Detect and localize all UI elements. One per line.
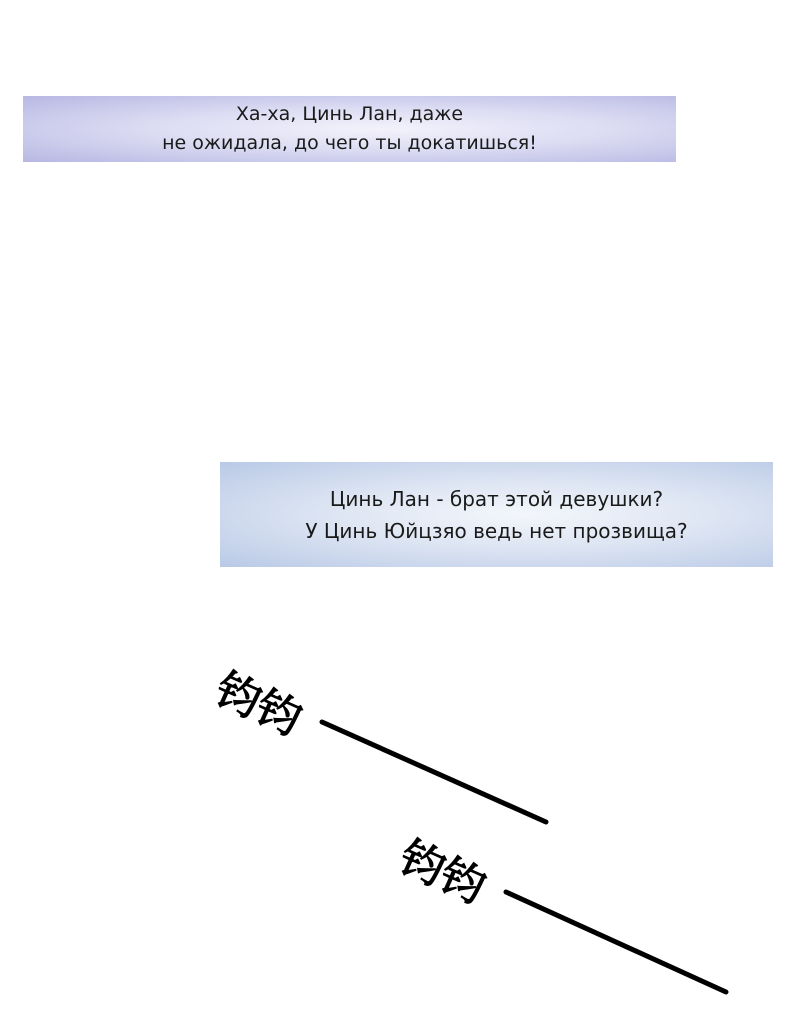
sound-effect-2	[392, 831, 726, 992]
caption-2-line-1: Цинь Лан - брат этой девушки?	[329, 486, 664, 511]
caption-1-line-2: не ожидала, до чего ты докатишься!	[162, 132, 537, 154]
sound-effect-1-trail-line	[322, 722, 546, 822]
caption-1-line-1: Ха-ха, Цинь Лан, даже	[235, 103, 464, 125]
sound-effect-1-text: 钧钧	[207, 663, 309, 746]
caption-2-line-2: У Цинь Юйцзяо ведь нет прозвища?	[305, 518, 688, 543]
sound-effect-2-trail-line	[506, 892, 726, 992]
sound-effect-2-text: 钧钧	[391, 831, 493, 914]
sound-effect-1	[208, 663, 546, 822]
